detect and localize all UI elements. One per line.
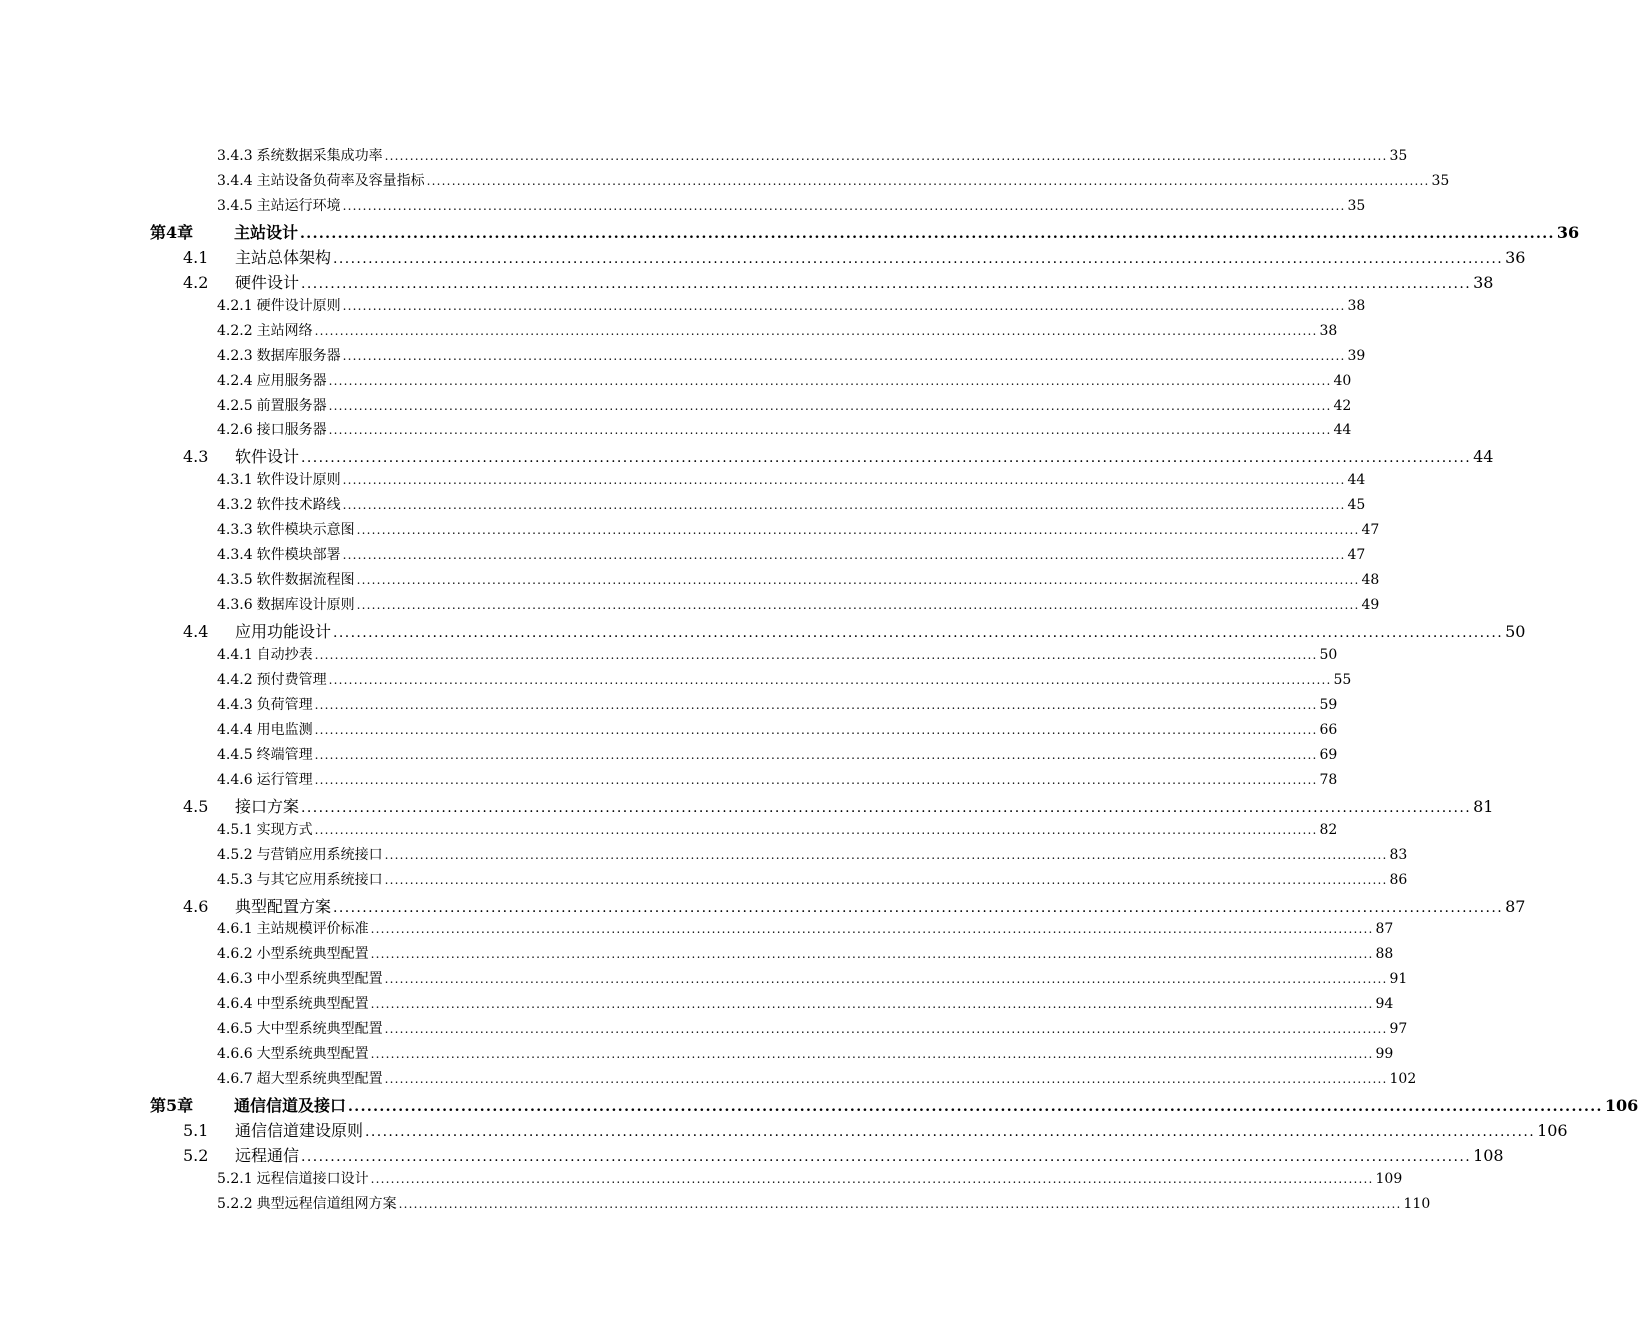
toc-entry-number: 4.4.4: [217, 721, 253, 738]
toc-entry-title: 通信信道建设原则: [235, 1121, 364, 1141]
toc-entry-number: 4.6.4: [217, 996, 253, 1013]
toc-subsection-entry[interactable]: [217, 320, 1338, 342]
toc-entry-number: 4.4.1: [217, 647, 253, 663]
toc-leader-dots: ........................................................................................................................................................................................................: [370, 1171, 1374, 1186]
toc-entry-page-number: 66: [1319, 721, 1338, 738]
toc-subsection-entry[interactable]: [217, 943, 1394, 965]
toc-entry-number: 4.3: [183, 447, 209, 467]
toc-entry-title: 小型系统典型配置: [256, 946, 369, 963]
toc-entry-page-number: 69: [1319, 746, 1338, 763]
toc-entry-number: 4.5.3: [217, 871, 253, 888]
toc-leader-dots: ........................................................................................................................................................................................................: [314, 722, 1318, 737]
toc-entry-title: 数据库服务器: [256, 347, 341, 364]
toc-entry-title: 中小型系统典型配置: [256, 971, 383, 988]
toc-entry-title: 主站规模评价标准: [256, 921, 369, 938]
toc-entry-title: 通信信道及接口: [234, 1096, 347, 1116]
toc-entry-number: 4.3.1: [217, 472, 253, 489]
toc-entry-page-number: 83: [1389, 846, 1408, 863]
toc-entry-title: 远程通信: [235, 1146, 300, 1165]
toc-entry-number: 4.6.7: [217, 1071, 253, 1088]
toc-subsection-entry[interactable]: [217, 993, 1394, 1015]
toc-leader-dots: ........................................................................................................................................................................................................: [328, 398, 1332, 413]
toc-subsection-entry[interactable]: [217, 644, 1338, 666]
toc-entry-number: 4.6.1: [217, 921, 253, 938]
toc-leader-dots: ........................................................................................................................................................................................................: [314, 772, 1318, 787]
toc-entry-title: 主站网络: [256, 322, 313, 339]
toc-subsection-entry[interactable]: [217, 170, 1450, 192]
toc-subsection-entry[interactable]: [217, 719, 1338, 741]
toc-entry-number: 4.4.5: [217, 746, 253, 763]
toc-entry-page-number: 50: [1505, 622, 1526, 642]
toc-section-entry[interactable]: [183, 1118, 1568, 1142]
toc-subsection-entry[interactable]: [217, 1043, 1394, 1065]
toc-entry-page-number: 35: [1347, 197, 1366, 214]
toc-section-entry[interactable]: [183, 245, 1526, 269]
toc-leader-dots: ........................................................................................................................................................................................................: [384, 1022, 1388, 1037]
toc-leader-dots: ........................................................................................................................................................................................................: [365, 1124, 1536, 1141]
toc-entry-title: 主站总体架构: [235, 247, 332, 267]
toc-entry-title: 自动抄表: [256, 647, 313, 663]
toc-subsection-entry[interactable]: [217, 1018, 1408, 1040]
toc-leader-dots: ........................................................................................................................................................................................................: [314, 747, 1318, 762]
toc-entry-page-number: 81: [1473, 796, 1494, 816]
toc-entry-title: 负荷管理: [256, 696, 313, 713]
toc-entry-page-number: 38: [1319, 322, 1338, 339]
toc-subsection-entry[interactable]: [217, 869, 1408, 891]
toc-entry-number: 4.2.4: [217, 372, 253, 389]
toc-entry-page-number: 44: [1473, 447, 1494, 467]
toc-entry-page-number: 87: [1505, 896, 1526, 916]
toc-entry-title: 超大型系统典型配置: [256, 1071, 383, 1088]
toc-subsection-entry[interactable]: [217, 494, 1366, 516]
toc-entry-title: 远程信道接口设计: [256, 1170, 369, 1187]
toc-subsection-entry[interactable]: [217, 1193, 1431, 1215]
toc-entry-number: 4.2.5: [217, 397, 253, 414]
toc-subsection-entry[interactable]: [217, 145, 1408, 167]
toc-entry-title: 软件模块示意图: [256, 522, 355, 539]
toc-leader-dots: ........................................................................................................................................................................................................: [356, 573, 1360, 588]
toc-leader-dots: ........................................................................................................................................................................................................: [384, 872, 1388, 887]
toc-entry-page-number: 78: [1319, 771, 1338, 788]
toc-entry-title: 主站运行环境: [256, 197, 341, 214]
toc-entry-page-number: 55: [1333, 671, 1352, 688]
toc-entry-page-number: 44: [1347, 472, 1366, 489]
toc-leader-dots: ........................................................................................................................................................................................................: [301, 275, 1472, 292]
toc-entry-title: 前置服务器: [256, 397, 327, 414]
toc-subsection-entry[interactable]: [217, 1168, 1403, 1190]
toc-entry-number: 5.2.1: [217, 1170, 253, 1187]
toc-subsection-entry[interactable]: [217, 844, 1408, 866]
toc-entry-title: 主站设计: [234, 222, 299, 242]
toc-leader-dots: ........................................................................................................................................................................................................: [342, 298, 1346, 313]
toc-leader-dots: ........................................................................................................................................................................................................: [342, 198, 1346, 213]
toc-entry-title: 大中型系统典型配置: [256, 1021, 383, 1038]
toc-leader-dots: ........................................................................................................................................................................................................: [342, 473, 1346, 488]
toc-entry-number: 4.4.2: [217, 671, 253, 688]
toc-entry-page-number: 36: [1505, 247, 1526, 267]
toc-leader-dots: ........................................................................................................................................................................................................: [314, 648, 1318, 662]
toc-entry-page-number: 97: [1389, 1021, 1408, 1038]
toc-entry-number: 5.2.2: [217, 1195, 253, 1212]
toc-leader-dots: ........................................................................................................................................................................................................: [348, 1099, 1603, 1116]
toc-leader-dots: ........................................................................................................................................................................................................: [328, 423, 1332, 438]
toc-entry-number: 4.2.3: [217, 347, 253, 364]
toc-entry-title: 系统数据采集成功率: [256, 148, 383, 164]
toc-leader-dots: ........................................................................................................................................................................................................: [333, 899, 1504, 916]
toc-entry-number: 5.2: [183, 1146, 209, 1165]
toc-entry-number: 4.6.3: [217, 971, 253, 988]
toc-entry-page-number: 59: [1319, 696, 1338, 713]
toc-entry-page-number: 47: [1361, 522, 1380, 539]
toc-entry-number: 3.4.5: [217, 197, 253, 214]
toc-entry-number: 4.6.2: [217, 946, 253, 963]
toc-subsection-entry[interactable]: [217, 769, 1338, 791]
toc-entry-number: 3.4.3: [217, 148, 253, 164]
toc-leader-dots: ........................................................................................................................................................................................................: [300, 225, 1555, 242]
toc-leader-dots: ........................................................................................................................................................................................................: [370, 1047, 1374, 1062]
toc-leader-dots: ........................................................................................................................................................................................................: [356, 598, 1360, 613]
toc-entry-number: 4.2.1: [217, 297, 253, 314]
toc-entry-page-number: 91: [1389, 971, 1408, 988]
toc-entry-page-number: 39: [1347, 347, 1366, 364]
toc-entry-title: 典型远程信道组网方案: [256, 1195, 397, 1212]
toc-entry-page-number: 106: [1604, 1096, 1638, 1116]
toc-entry-page-number: 108: [1473, 1146, 1504, 1165]
toc-entry-title: 大型系统典型配置: [256, 1046, 369, 1063]
toc-subsection-entry[interactable]: [217, 195, 1366, 217]
toc-leader-dots: ........................................................................................................................................................................................................: [370, 997, 1374, 1012]
toc-entry-page-number: 35: [1431, 172, 1450, 189]
toc-entry-page-number: 44: [1333, 422, 1352, 439]
toc-subsection-entry[interactable]: [217, 469, 1366, 491]
toc-leader-dots: ........................................................................................................................................................................................................: [342, 498, 1346, 513]
toc-leader-dots: ........................................................................................................................................................................................................: [301, 450, 1472, 467]
toc-entry-number: 3.4.4: [217, 172, 253, 189]
toc-entry-title: 终端管理: [256, 746, 313, 763]
toc-entry-number: 4.2.2: [217, 322, 253, 339]
toc-leader-dots: ........................................................................................................................................................................................................: [384, 1072, 1388, 1087]
toc-entry-number: 4.3.2: [217, 497, 253, 514]
toc-entry-title: 软件技术路线: [256, 497, 341, 514]
toc-subsection-entry[interactable]: [217, 519, 1380, 541]
toc-entry-page-number: 49: [1361, 597, 1380, 614]
toc-entry-title: 运行管理: [256, 771, 313, 788]
toc-chapter-entry[interactable]: [150, 1093, 1638, 1117]
toc-entry-title: 典型配置方案: [235, 896, 332, 916]
toc-entry-title: 数据库设计原则: [256, 597, 355, 614]
toc-entry-number: 4.3.6: [217, 597, 253, 614]
toc-subsection-entry[interactable]: [217, 370, 1352, 392]
toc-leader-dots: ........................................................................................................................................................................................................: [398, 1196, 1402, 1211]
toc-entry-number: 4.1: [183, 247, 209, 267]
toc-entry-number: 4.6: [183, 896, 209, 916]
toc-entry-number: 4.6.5: [217, 1021, 253, 1038]
toc-subsection-entry[interactable]: [217, 669, 1352, 691]
toc-entry-title: 应用服务器: [256, 372, 327, 389]
toc-entry-page-number: 42: [1333, 397, 1352, 414]
toc-leader-dots: ........................................................................................................................................................................................................: [314, 323, 1318, 338]
toc-entry-number: 4.5.1: [217, 821, 253, 838]
toc-entry-title: 接口服务器: [256, 422, 327, 439]
toc-entry-number: 4.3.5: [217, 572, 253, 589]
toc-subsection-entry[interactable]: [217, 345, 1366, 367]
toc-entry-page-number: 47: [1347, 547, 1366, 564]
toc-section-entry[interactable]: [183, 794, 1494, 818]
toc-entry-number: 4.5.2: [217, 846, 253, 863]
toc-leader-dots: ........................................................................................................................................................................................................: [356, 523, 1360, 538]
toc-entry-number: 4.4.3: [217, 696, 253, 713]
toc-entry-number: 第5章: [150, 1096, 194, 1116]
toc-entry-page-number: 88: [1375, 946, 1394, 963]
toc-entry-title: 软件数据流程图: [256, 572, 355, 589]
toc-leader-dots: ........................................................................................................................................................................................................: [426, 173, 1430, 188]
toc-entry-page-number: 109: [1375, 1170, 1403, 1187]
toc-leader-dots: ........................................................................................................................................................................................................: [333, 625, 1504, 642]
toc-entry-title: 实现方式: [256, 821, 313, 838]
toc-entry-number: 4.2: [183, 272, 209, 292]
toc-entry-page-number: 50: [1319, 647, 1338, 663]
toc-leader-dots: ........................................................................................................................................................................................................: [333, 250, 1504, 267]
toc-leader-dots: ........................................................................................................................................................................................................: [370, 947, 1374, 962]
toc-entry-title: 与营销应用系统接口: [256, 846, 383, 863]
toc-entry-number: 4.6.6: [217, 1046, 253, 1063]
toc-subsection-entry[interactable]: [217, 395, 1352, 417]
toc-entry-page-number: 82: [1319, 821, 1338, 838]
toc-subsection-entry[interactable]: [217, 744, 1338, 766]
toc-entry-number: 4.4.6: [217, 771, 253, 788]
toc-entry-page-number: 102: [1389, 1071, 1417, 1088]
toc-section-entry[interactable]: [183, 619, 1526, 643]
toc-entry-title: 与其它应用系统接口: [256, 871, 383, 888]
toc-entry-title: 接口方案: [235, 796, 300, 816]
toc-entry-page-number: 35: [1389, 148, 1408, 164]
toc-subsection-entry[interactable]: [217, 295, 1366, 317]
toc-entry-page-number: 40: [1333, 372, 1352, 389]
toc-leader-dots: ........................................................................................................................................................................................................: [314, 697, 1318, 712]
toc-entry-number: 4.2.6: [217, 422, 253, 439]
toc-entry-title: 硬件设计原则: [256, 297, 341, 314]
toc-section-entry[interactable]: [183, 1143, 1504, 1167]
toc-leader-dots: ........................................................................................................................................................................................................: [384, 149, 1388, 163]
toc-entry-page-number: 106: [1537, 1121, 1568, 1141]
toc-leader-dots: ........................................................................................................................................................................................................: [328, 672, 1332, 687]
toc-leader-dots: ........................................................................................................................................................................................................: [384, 972, 1388, 987]
toc-subsection-entry[interactable]: [217, 419, 1352, 441]
toc-entry-page-number: 87: [1375, 921, 1394, 938]
toc-entry-title: 软件设计原则: [256, 472, 341, 489]
toc-leader-dots: ........................................................................................................................................................................................................: [328, 373, 1332, 388]
toc-leader-dots: ........................................................................................................................................................................................................: [384, 847, 1388, 862]
toc-leader-dots: ........................................................................................................................................................................................................: [342, 348, 1346, 363]
toc-entry-number: 5.1: [183, 1121, 209, 1141]
toc-leader-dots: ........................................................................................................................................................................................................: [301, 1149, 1472, 1165]
toc-entry-page-number: 36: [1556, 222, 1580, 242]
toc-entry-page-number: 110: [1403, 1195, 1431, 1212]
toc-entry-title: 用电监测: [256, 721, 313, 738]
toc-entry-number: 4.3.4: [217, 547, 253, 564]
toc-entry-title: 硬件设计: [235, 272, 300, 292]
toc-entry-number: 第4章: [150, 222, 194, 242]
toc-leader-dots: ........................................................................................................................................................................................................: [370, 922, 1374, 937]
toc-section-entry[interactable]: [183, 894, 1526, 918]
toc-subsection-entry[interactable]: [217, 918, 1394, 940]
toc-leader-dots: ........................................................................................................................................................................................................: [301, 799, 1472, 816]
toc-entry-number: 4.3.3: [217, 522, 253, 539]
toc-leader-dots: ........................................................................................................................................................................................................: [314, 822, 1318, 837]
toc-subsection-entry[interactable]: [217, 968, 1408, 990]
toc-subsection-entry[interactable]: [217, 819, 1338, 841]
toc-subsection-entry[interactable]: [217, 544, 1366, 566]
toc-entry-number: 4.5: [183, 796, 209, 816]
toc-subsection-entry[interactable]: [217, 1068, 1417, 1090]
toc-entry-page-number: 48: [1361, 572, 1380, 589]
toc-entry-page-number: 38: [1473, 272, 1494, 292]
toc-entry-page-number: 99: [1375, 1046, 1394, 1063]
toc-entry-page-number: 94: [1375, 996, 1394, 1013]
toc-subsection-entry[interactable]: [217, 594, 1380, 616]
toc-subsection-entry[interactable]: [217, 694, 1338, 716]
toc-section-entry[interactable]: [183, 270, 1494, 294]
toc-entry-page-number: 86: [1389, 871, 1408, 888]
toc-entry-page-number: 45: [1347, 497, 1366, 514]
toc-entry-title: 应用功能设计: [235, 622, 332, 642]
toc-entry-title: 中型系统典型配置: [256, 996, 369, 1013]
toc-entry-title: 主站设备负荷率及容量指标: [256, 172, 425, 189]
toc-entry-title: 软件设计: [235, 447, 300, 467]
toc-section-entry[interactable]: [183, 444, 1494, 468]
toc-entry-title: 软件模块部署: [256, 547, 341, 564]
toc-entry-title: 预付费管理: [256, 671, 327, 688]
toc-entry-number: 4.4: [183, 622, 209, 642]
toc-entry-page-number: 38: [1347, 297, 1366, 314]
toc-chapter-entry[interactable]: [150, 220, 1580, 244]
toc-leader-dots: ........................................................................................................................................................................................................: [342, 548, 1346, 563]
toc-subsection-entry[interactable]: [217, 569, 1380, 591]
